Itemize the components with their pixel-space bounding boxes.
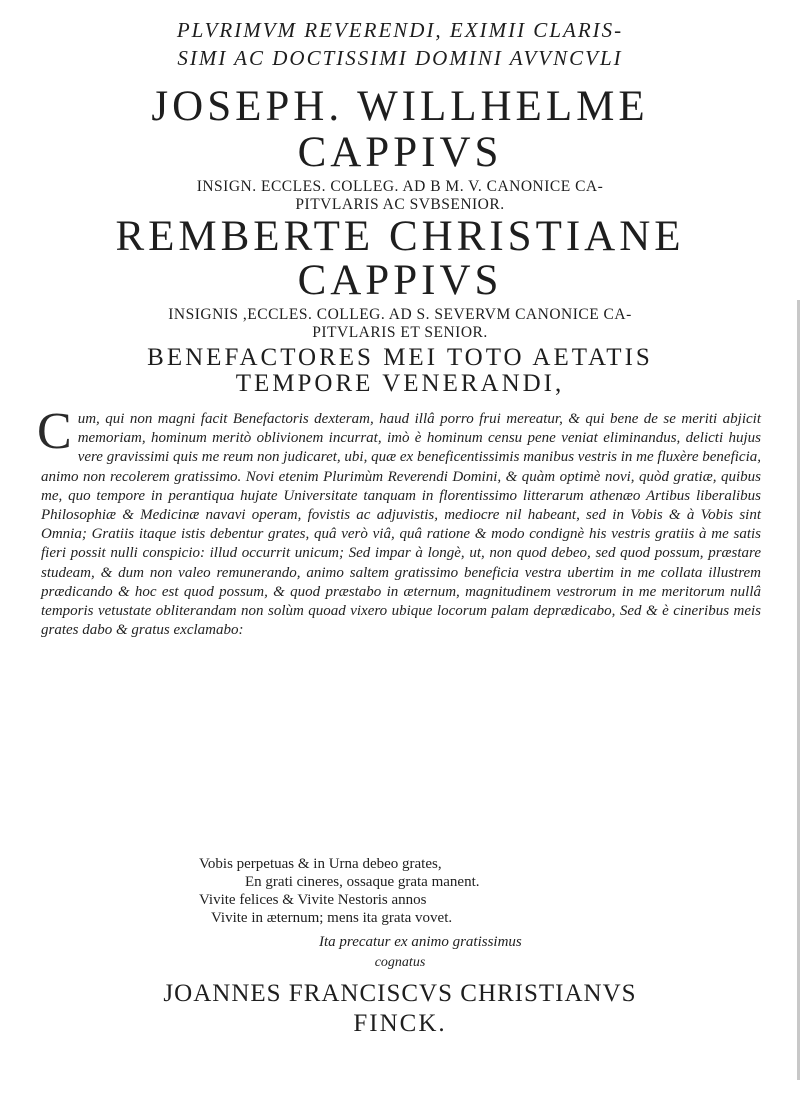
- title2-line-1: INSIGNIS ,ECCLES. COLLEG. AD S. SEVERVM CANONICE CA-: [168, 306, 632, 323]
- relation-line: cognatus: [374, 955, 426, 970]
- title1-line-2: PITVLARIS AC SVBSENIOR.: [295, 196, 505, 213]
- title1-line-1: INSIGN. ECCLES. COLLEG. AD B M. V. CANONICE CA-: [196, 178, 604, 195]
- dedication-body: [37, 403, 761, 640]
- closing-line: Ita precatur ex animo gratissimus: [319, 934, 522, 950]
- dedication-line-1: BENEFACTORES MEI TOTO AETATIS: [147, 344, 653, 371]
- verse-line-4: Vivite in æternum; mens ita grata vovet.: [211, 910, 453, 926]
- name-remberte-christiane: REMBERTE CHRISTIANE: [115, 213, 685, 260]
- signature-line-2: FINCK.: [353, 1010, 447, 1037]
- signature-line-1: JOANNES FRANCISCVS CHRISTIANVS: [163, 980, 637, 1007]
- name-joseph-willhelme: JOSEPH. WILLHELME: [151, 83, 649, 130]
- drop-cap: C: [37, 403, 72, 460]
- surname-cappius-1: CAPPIVS: [297, 129, 503, 176]
- header-line-2: SIMI AC DOCTISSIMI DOMINI AVVNCVLI: [177, 46, 623, 70]
- header-line-1: PLVRIMVM REVERENDI, EXIMII CLARIS-: [176, 18, 624, 42]
- title2-line-2: PITVLARIS ET SENIOR.: [312, 324, 488, 341]
- dedication-line-2: TEMPORE VENERANDI,: [235, 370, 565, 397]
- verse-line-2: En grati cineres, ossaque grata manent.: [245, 874, 480, 890]
- surname-cappius-2: CAPPIVS: [297, 257, 503, 304]
- verse-line-1: Vobis perpetuas & in Urna debeo grates,: [199, 856, 442, 872]
- body-text: um, qui non magni facit Benefactoris dexteram, haud illâ porro frui mereatur, & qui bene de se meriti abjicit memoriam, hominum meritò oblivionem incurrat, imò è hominum censu pene veniat eliminandus, delicti hujus vere gravissimi quis me reum non judicaret, ubi, quæ ex beneficentissimis manibus vestris in me fluxère beneficia, animo non recolerem gratissimo. Novi etenim Plurimùm Reverendi Domini, & quàm optimè novi, quòd gratiæ, quibus me, quo tempore in perantiqua hujate Universitate tanquam in florentissimo litterarum athenæo Artibus liberalibus Philosophiæ & Medicinæ navavi operam, fovistis ac adjuvistis, mediocre nil habeant, sed in Vobis & à Vobis sint Omnia; Gratiis itaque istis debentur grates, quâ verò viâ, quâ ratione & modo condignè his vestris gratiis à me satis fieri possit nulli conspicio: illud occurrit unicum; Sed impar à longè, ut, non quod debeo, sed quod possum, præstare studeam, & dum non valeo remunerando, animo saltem gratissimo beneficia vestra ubertim in me collata illustrem prædicando & hoc est quod possum, & quod præstabo in æternum, magnitudinem vestrorum in me meritorum nullâ temporis vetustate obliterandam non solùm quoad vixero ubique locorum palam deprædicabo, Sed & è cineribus meis grates dabo & gratus exclamabo:: [41, 411, 761, 639]
- verse-line-3: Vivite felices & Vivite Nestoris annos: [199, 892, 427, 908]
